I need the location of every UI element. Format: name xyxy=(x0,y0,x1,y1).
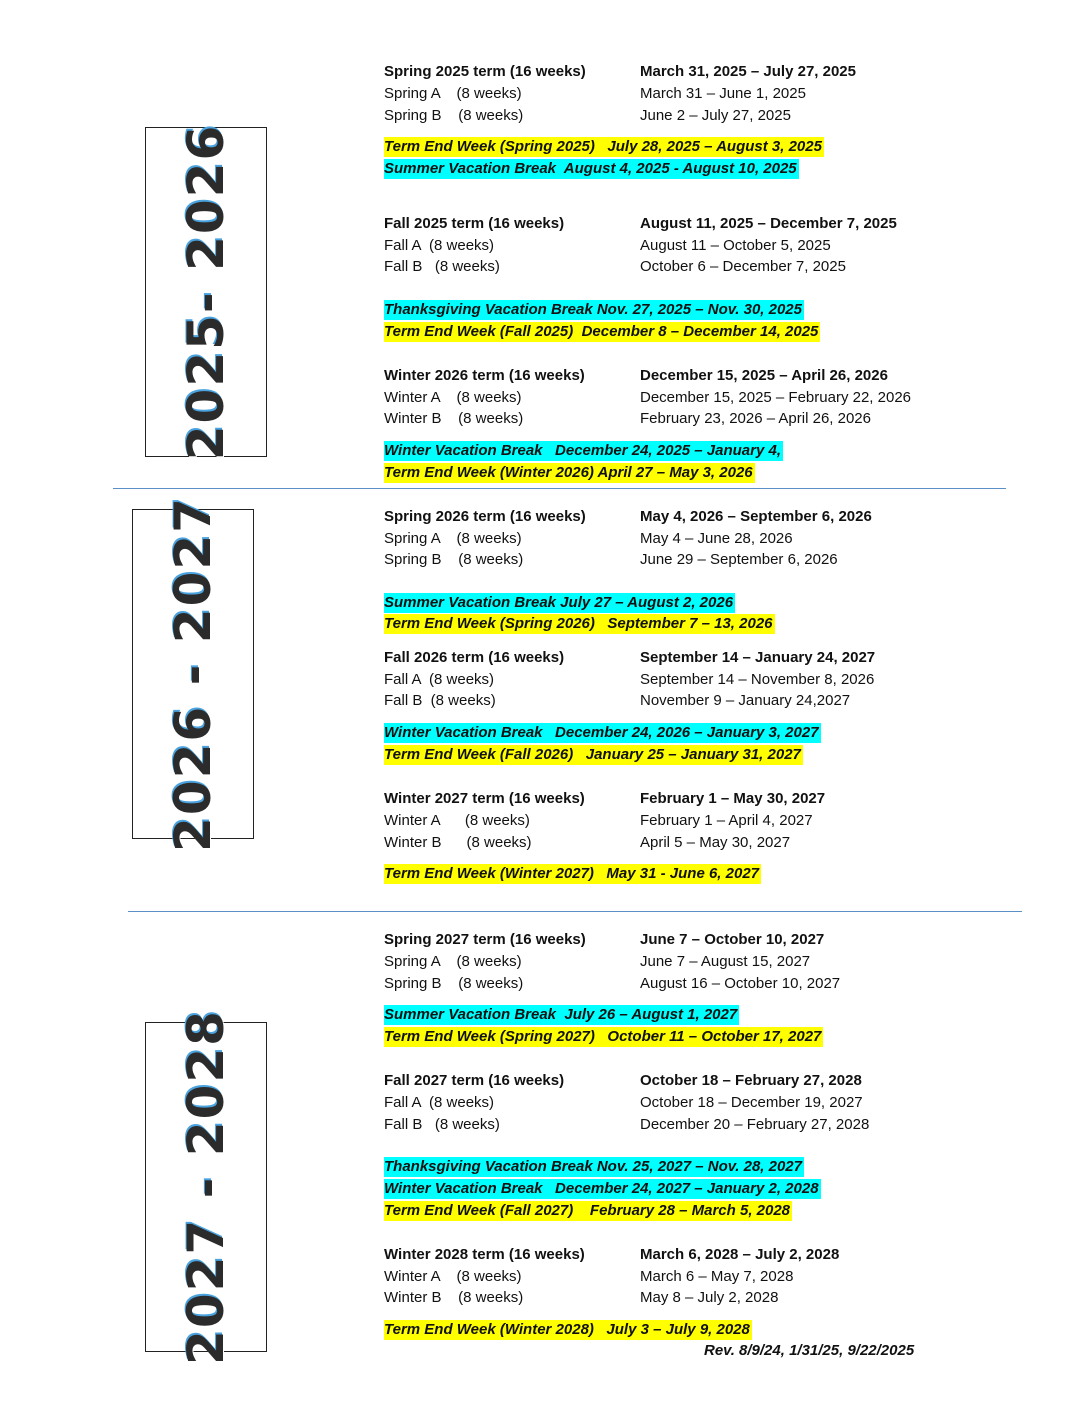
term-label: Fall 2027 term (16 weeks) xyxy=(384,1072,565,1089)
year-box-2027-2028 xyxy=(145,1009,267,1365)
term-dates: December 20 – February 27, 2028 xyxy=(640,1116,870,1133)
term-label: Fall A (8 weeks) xyxy=(384,1094,495,1111)
term-label: Fall B (8 weeks) xyxy=(384,692,496,709)
year-label: 2025- 2026 xyxy=(177,123,236,461)
term-dates: October 18 – December 19, 2027 xyxy=(640,1094,863,1111)
term-label: Fall B (8 weeks) xyxy=(384,1116,500,1133)
term-dates: February 23, 2026 – April 26, 2026 xyxy=(640,410,871,427)
vacation-break-note: Winter Vacation Break December 24, 2026 – January 3, 2027 xyxy=(384,724,819,741)
term-label: Spring 2027 term (16 weeks) xyxy=(384,931,586,948)
term-dates: March 6, 2028 – July 2, 2028 xyxy=(640,1246,840,1263)
term-dates: May 4, 2026 – September 6, 2026 xyxy=(640,508,872,525)
term-label: Spring A (8 weeks) xyxy=(384,530,522,547)
term-label: Fall 2026 term (16 weeks) xyxy=(384,649,565,666)
term-label: Fall 2025 term (16 weeks) xyxy=(384,215,565,232)
term-dates: October 18 – February 27, 2028 xyxy=(640,1072,862,1089)
term-label: Spring B (8 weeks) xyxy=(384,107,524,124)
term-dates: August 11 – October 5, 2025 xyxy=(640,237,831,254)
term-label: Winter 2026 term (16 weeks) xyxy=(384,367,585,384)
vacation-break-note: Winter Vacation Break December 24, 2025 – January 4, xyxy=(384,442,782,459)
term-end-week-note: Term End Week (Winter 2026) April 27 – May 3, 2026 xyxy=(384,464,753,481)
term-dates: February 1 – May 30, 2027 xyxy=(640,790,826,807)
term-end-week-note: Term End Week (Fall 2025) December 8 – December 14, 2025 xyxy=(384,323,819,340)
term-dates: August 16 – October 10, 2027 xyxy=(640,975,841,992)
term-dates: June 29 – September 6, 2026 xyxy=(640,551,838,568)
term-dates: February 1 – April 4, 2027 xyxy=(640,812,813,829)
term-label: Spring B (8 weeks) xyxy=(384,551,524,568)
term-label: Winter B (8 weeks) xyxy=(384,1289,524,1306)
term-end-week-note: Term End Week (Spring 2025) July 28, 2025 – August 3, 2025 xyxy=(384,138,822,155)
term-label: Spring A (8 weeks) xyxy=(384,953,522,970)
section-divider xyxy=(113,488,1006,489)
term-dates: June 7 – October 10, 2027 xyxy=(640,931,825,948)
term-label: Winter 2027 term (16 weeks) xyxy=(384,790,585,807)
term-end-week-note: Term End Week (Fall 2027) February 28 – March 5, 2028 xyxy=(384,1202,791,1219)
term-label: Winter A (8 weeks) xyxy=(384,389,522,406)
year-box-2026-2027 xyxy=(132,496,254,852)
term-label: Winter B (8 weeks) xyxy=(384,834,532,851)
vacation-break-note: Winter Vacation Break December 24, 2027 – January 2, 2028 xyxy=(384,1180,819,1197)
term-dates: March 6 – May 7, 2028 xyxy=(640,1268,794,1285)
term-dates: March 31, 2025 – July 27, 2025 xyxy=(640,63,856,80)
term-label: Fall B (8 weeks) xyxy=(384,258,500,275)
term-label: Winter A (8 weeks) xyxy=(384,812,530,829)
term-label: Spring 2025 term (16 weeks) xyxy=(384,63,586,80)
term-label: Spring 2026 term (16 weeks) xyxy=(384,508,586,525)
term-dates: June 2 – July 27, 2025 xyxy=(640,107,791,124)
vacation-break-note: Summer Vacation Break August 4, 2025 - August 10, 2025 xyxy=(384,160,797,177)
year-label: 2026 - 2027 xyxy=(164,496,223,852)
term-label: Spring B (8 weeks) xyxy=(384,975,524,992)
vacation-break-note: Thanksgiving Vacation Break Nov. 25, 2027 – Nov. 28, 2027 xyxy=(384,1158,802,1175)
term-dates: June 7 – August 15, 2027 xyxy=(640,953,811,970)
vacation-break-note: Thanksgiving Vacation Break Nov. 27, 2025 – Nov. 30, 2025 xyxy=(384,301,802,318)
year-box-2025-2026 xyxy=(145,123,267,461)
revision-note: Rev. 8/9/24, 1/31/25, 9/22/2025 xyxy=(704,1342,915,1359)
term-end-week-note: Term End Week (Winter 2027) May 31 - June 6, 2027 xyxy=(384,865,760,882)
section-divider xyxy=(128,911,1022,912)
term-end-week-note: Term End Week (Spring 2027) October 11 – October 17, 2027 xyxy=(384,1028,822,1045)
term-label: Winter B (8 weeks) xyxy=(384,410,524,427)
term-dates: May 4 – June 28, 2026 xyxy=(640,530,793,547)
term-label: Winter A (8 weeks) xyxy=(384,1268,522,1285)
vacation-break-note: Summer Vacation Break July 27 – August 2, 2026 xyxy=(384,594,734,611)
term-end-week-note: Term End Week (Spring 2026) September 7 – 13, 2026 xyxy=(384,615,773,632)
term-label: Winter 2028 term (16 weeks) xyxy=(384,1246,585,1263)
term-dates: March 31 – June 1, 2025 xyxy=(640,85,806,102)
term-dates: May 8 – July 2, 2028 xyxy=(640,1289,779,1306)
term-label: Spring A (8 weeks) xyxy=(384,85,522,102)
term-label: Fall A (8 weeks) xyxy=(384,671,495,688)
term-dates: November 9 – January 24,2027 xyxy=(640,692,851,709)
term-end-week-note: Term End Week (Winter 2028) July 3 – July 9, 2028 xyxy=(384,1321,750,1338)
term-dates: September 14 – November 8, 2026 xyxy=(640,671,875,688)
term-dates: December 15, 2025 – April 26, 2026 xyxy=(640,367,888,384)
term-dates: August 11, 2025 – December 7, 2025 xyxy=(640,215,897,232)
vacation-break-note: Summer Vacation Break July 26 – August 1, 2027 xyxy=(384,1006,738,1023)
term-dates: September 14 – January 24, 2027 xyxy=(640,649,876,666)
term-end-week-note: Term End Week (Fall 2026) January 25 – January 31, 2027 xyxy=(384,746,801,763)
year-label: 2027 - 2028 xyxy=(177,1009,236,1365)
term-label: Fall A (8 weeks) xyxy=(384,237,495,254)
term-dates: October 6 – December 7, 2025 xyxy=(640,258,846,275)
term-dates: April 5 – May 30, 2027 xyxy=(640,834,791,851)
term-dates: December 15, 2025 – February 22, 2026 xyxy=(640,389,912,406)
